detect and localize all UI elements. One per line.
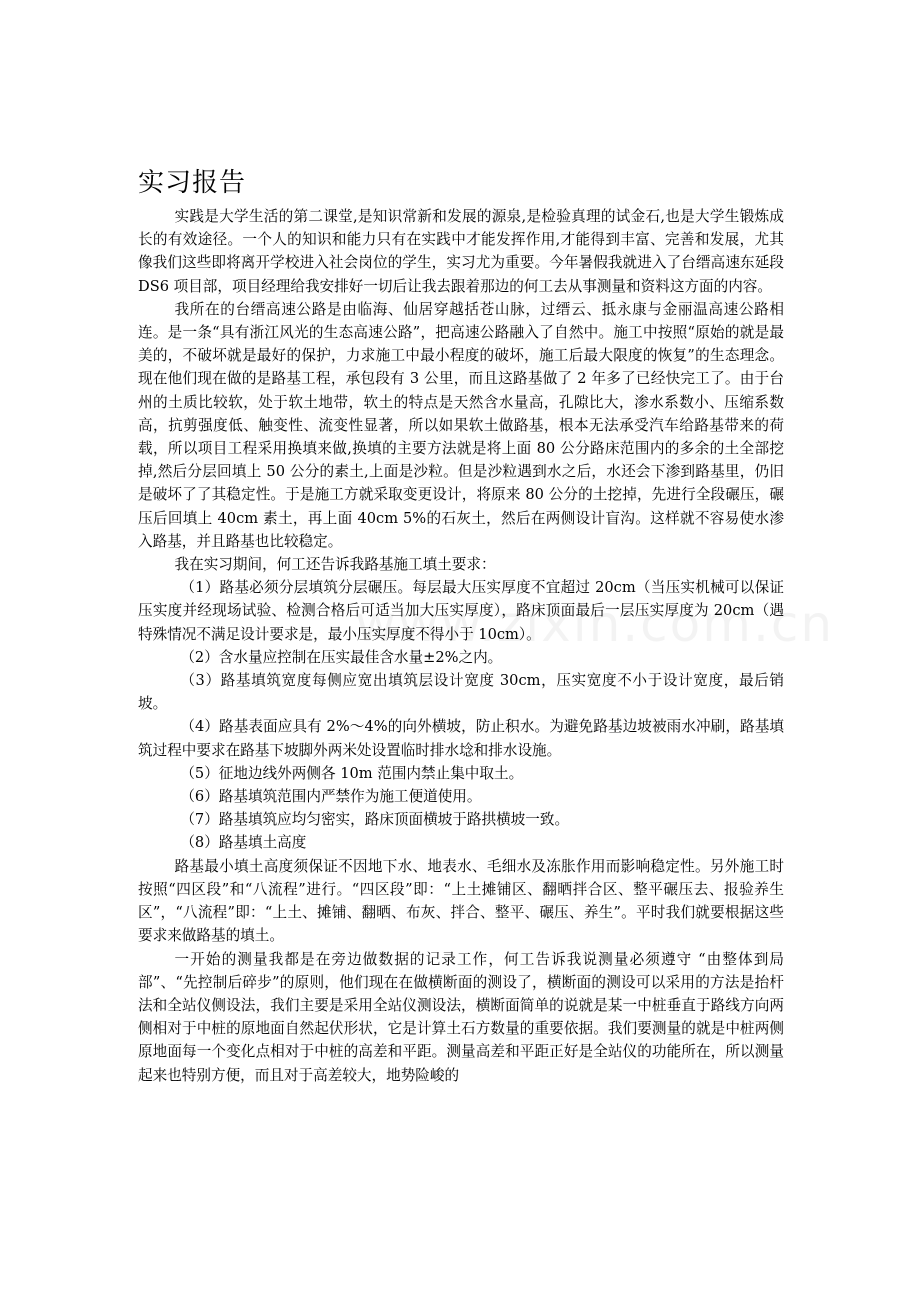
requirement-item-6: （6）路基填筑范围内严禁作为施工便道使用。 bbox=[180, 788, 482, 806]
requirement-item-2: （2）含水量应控制在压实最佳含水量±2%之内。 bbox=[180, 648, 503, 666]
requirement-item-1: （1）路基必须分层填筑分层碾压。每层最大压实厚度不宜超过 20cm（当压实机械可以保证压实度并经现场试验、检测合格后可适当加大压实厚度），路床顶面最后一层压实厚度为 20cm（遇特殊情况不满足设计要求是，最小压实厚度不得小于 10cm）。 bbox=[138, 579, 784, 643]
requirement-item-5: （5）征地边线外两侧各 10m 范围内禁止集中取土。 bbox=[180, 764, 524, 782]
requirement-item-3: （3）路基填筑宽度每侧应宽出填筑层设计宽度 30cm，压实宽度不小于设计宽度，最后销坡。 bbox=[138, 672, 784, 713]
paragraph-project: 我所在的台缙高速公路是由临海、仙居穿越括苍山脉，过缙云、抵永康与金丽温高速公路相连。是一条“具有浙江风光的生态高速公路”，把高速公路融入了自然中。施工中按照“原始的就是最美的，不破坏就是最好的保护，力求施工中最小程度的破坏，施工后最大限度的恢复”的生态理念。现在他们现在做的是路基工程，承包段有 3 公里，而且这路基做了 2 年多了已经快完工了。由于台州的土质比较软，处于软土地带，软土的特点是天然含水量高，孔隙比大，渗水系数小、压缩系数高，抗剪强度低、触变性、流变性显著，所以如果软土做路基，根本无法承受汽车给路基带来的荷载，所以项目工程采用换填来做,换填的主要方法就是将上面 80 公分路床范围内的多余的土全部挖掉,然后分层回填上 50 公分的素土,上面是沙粒。但是沙粒遇到水之后，水还会下渗到路基里，仍旧是破坏了了其稳定性。于是施工方就采取变更设计，将原来 80 公分的土挖掉，先进行全段碾压，碾压后回填上 40cm 素土，再上面 40cm 5%的石灰土，然后在两侧设计盲沟。这样就不容易使水渗入路基，并且路基也比较稳定。 bbox=[138, 300, 784, 550]
document-title: 实习报告 bbox=[138, 168, 247, 198]
paragraph-surveying: 一开始的测量我都是在旁边做数据的记录工作，何工告诉我说测量必须遵守 “由整体到局部”、“先控制后碎步”的原则，他们现在在做横断面的测设了，横断面的测设可以采用的方法是抬杆法和全站仪侧设法，我们主要是采用全站仪测设法，横断面简单的说就是某一中桩垂直于路线方向两侧相对于中桩的原地面自然起伏形状，它是计算土石方数量的重要依据。我们要测量的就是中桩两侧原地面每一个变化点相对于中桩的高差和平距。测量高差和平距正好是全站仪的功能所在，所以测量起来也特别方便，而且对于高差较大，地势险峻的 bbox=[138, 950, 784, 1084]
document-body bbox=[138, 205, 784, 1087]
paragraph-requirements-intro: 我在实习期间，何工还告诉我路基施工填土要求： bbox=[174, 556, 496, 574]
requirement-item-7: （7）路基填筑应均匀密实，路床顶面横坡于路拱横坡一致。 bbox=[180, 811, 570, 829]
requirement-item-8: （8）路基填土高度 bbox=[180, 834, 307, 852]
paragraph-fill-height: 路基最小填土高度须保证不因地下水、地表水、毛细水及冻胀作用而影响稳定性。另外施工时按照“四区段”和“八流程”进行。“四区段”即：“上土摊铺区、翻晒拌合区、整平碾压去、报验养生区”，“八流程”即：“上土、摊铺、翻晒、布灰、拌合、整平、碾压、养生”。平时我们就要根据这些要求来做路基的填土。 bbox=[138, 857, 784, 945]
paragraph-intro: 实践是大学生活的第二课堂,是知识常新和发展的源泉,是检验真理的试金石,也是大学生锻炼成长的有效途径。一个人的知识和能力只有在实践中才能发挥作用,才能得到丰富、完善和发展，尤其像我们这些即将离开学校进入社会岗位的学生，实习尤为重要。今年暑假我就进入了台缙高速东延段 DS6 项目部，项目经理给我安排好一切后让我去跟着那边的何工去从事测量和资料这方面的内容。 bbox=[138, 208, 784, 295]
requirement-item-4: （4）路基表面应具有 2%～4%的向外横坡，防止积水。为避免路基边坡被雨水冲刷，路基填筑过程中要求在路基下坡脚外两米处设置临时排水埝和排水设施。 bbox=[138, 718, 784, 759]
